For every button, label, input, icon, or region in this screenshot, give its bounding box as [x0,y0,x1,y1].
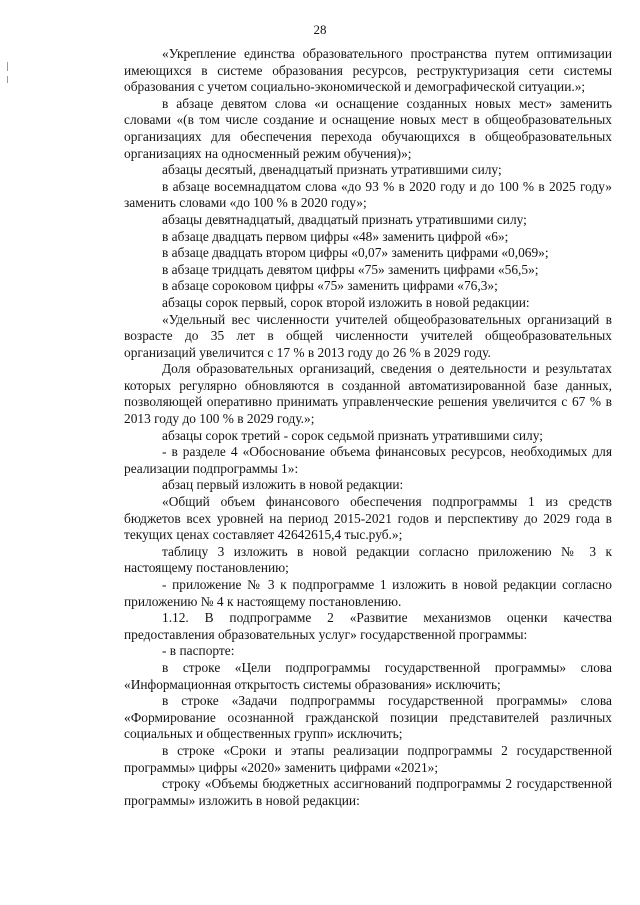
page-number: 28 [313,22,327,37]
paragraph: - в паспорте: [162,643,235,659]
margin-scan-mark [7,76,8,83]
paragraph: в абзаце двадцать втором цифры «0,07» заменить цифрами «0,069»; [162,245,549,261]
margin-scan-mark [7,62,8,71]
paragraph: строку «Объемы бюджетных ассигнований подпрограммы 2 государственной программы» изложить в новой редакции: [124,776,612,808]
document-body [124,46,612,809]
paragraph: абзацы десятый, двенадцатый признать утратившими силу; [162,162,502,178]
paragraph: абзац первый изложить в новой редакции: [162,477,404,493]
paragraph: «Удельный вес численности учителей общеобразовательных организаций в возрасте до 35 лет в общей численности учителей общеобразовательных организаций увеличится с 17 % в 2013 году до 26 % в 2029 году. [124,311,612,360]
paragraph: Доля образовательных организаций, сведения о деятельности и результатах которых регулярно обновляются в созданной автоматизированной базе данных, позволяющей оперативно принимать управленческие решения увеличится с 67 % в 2013 году до 100 % в 2029 году.»; [124,361,612,427]
paragraph: «Укрепление единства образовательного пространства путем оптимизации имеющихся в системе образования ресурсов, реструктуризация сети системы образования с учетом социально-экономической и демографической ситуации.»; [124,46,612,95]
paragraph: в строке «Сроки и этапы реализации подпрограммы 2 государственной программы» цифры «2020» заменить цифрами «2021»; [124,742,612,775]
paragraph: в строке «Цели подпрограммы государственной программы» слова «Информационная открытость системы образования» исключить; [124,659,612,692]
paragraph: абзацы девятнадцатый, двадцатый признать утратившими силу; [162,211,527,227]
paragraph: в абзаце двадцать первом цифры «48» заменить цифрой «6»; [162,228,509,244]
paragraph: абзацы сорок третий - сорок седьмой признать утратившими силу; [162,427,543,443]
paragraph: в строке «Задачи подпрограммы государственной программы» слова «Формирование осознанной гражданской позиции представителей различных социальных и общественных групп» исключить; [124,693,612,742]
paragraph: 1.12. В подпрограмме 2 «Развитие механизмов оценки качества предоставления образовательных услуг» государственной программы: [124,610,612,642]
paragraph: таблицу 3 изложить в новой редакции согласно приложению № 3 к настоящему постановлению; [124,543,612,576]
paragraph: «Общий объем финансового обеспечения подпрограммы 1 из средств бюджетов всех уровней на период 2015-2021 годов и перспективу до 2029 года в текущих ценах составляет 42642615,4 тыс.руб.»; [124,494,612,543]
paragraph: в абзаце восемнадцатом слова «до 93 % в 2020 году и до 100 % в 2025 году» заменить словами «до 100 % в 2020 году»; [124,178,612,211]
paragraph: - в разделе 4 «Обоснование объема финансовых ресурсов, необходимых для реализации подпрограммы 1»: [124,444,612,476]
paragraph: в абзаце тридцать девятом цифры «75» заменить цифрами «56,5»; [162,261,539,277]
paragraph: в абзаце девятом слова «и оснащение созданных новых мест» заменить словами «(в том числе создание и оснащение новых мест в общеобразовательных организациях для обеспечения перехода обучающихся в общеобразовательных организациях на односменный режим обучения)»; [124,95,612,161]
paragraph: в абзаце сороковом цифры «75» заменить цифрами «76,3»; [162,278,498,294]
paragraph: абзацы сорок первый, сорок второй изложить в новой редакции: [162,294,530,310]
paragraph: - приложение № 3 к подпрограмме 1 изложить в новой редакции согласно приложению № 4 к настоящему постановлению. [124,577,612,609]
